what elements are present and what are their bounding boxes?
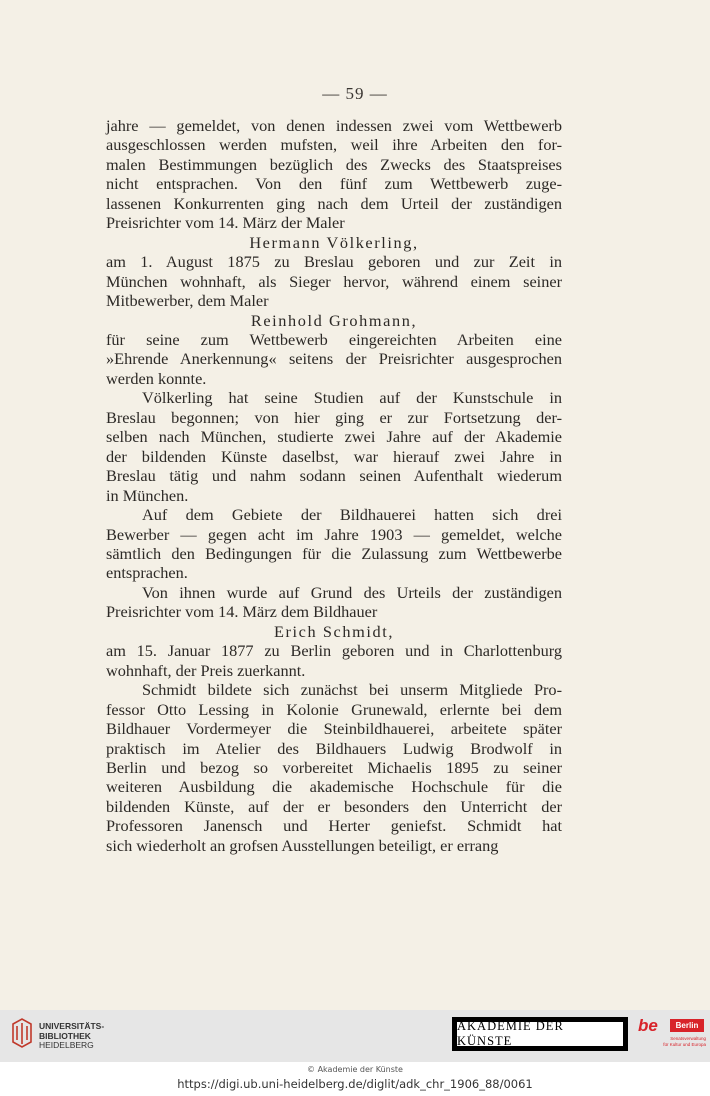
berlin-flag: Berlin [670, 1019, 704, 1032]
text-line: praktisch im Atelier des Bildhauers Ludwig Brodwolf in [106, 738, 562, 758]
berlin-subtitle [658, 1036, 706, 1047]
text-line: »Ehrende Anerkennung« seitens der Preisrichter ausgesprochen [106, 349, 562, 369]
text-line: malen Bestimmungen bezüglich des Zwecks des Staatspreises [106, 154, 562, 174]
berlin-senate-logo[interactable] [636, 1014, 706, 1058]
ub-line: HEIDELBERG [39, 1040, 94, 1050]
university-library-name[interactable] [39, 1022, 104, 1051]
text-line: sich wiederholt an grofsen Ausstellungen beteiligt, er errang [106, 835, 499, 855]
text-line: Professoren Janensch und Herter geniefst. Schmidt hat [106, 816, 562, 836]
text-line: Von ihnen wurde auf Grund des Urteils der zuständigen [142, 582, 562, 602]
text-line: München wohnhaft, als Sieger hervor, während einem seiner [106, 271, 562, 291]
text-line: werden konnte. [106, 368, 207, 388]
text-line: der bildenden Künste daselbst, war hierauf zwei Jahre in [106, 446, 562, 466]
text-line: am 1. August 1875 zu Breslau geboren und zur Zeit in [106, 252, 562, 272]
adk-label: AKADEMIE DER KÜNSTE [456, 1021, 624, 1047]
text-line: Schmidt bildete sich zunächst bei unserm Mitgliede Pro- [142, 680, 562, 700]
text-line: Breslau tätig und nahm sodann seinen Aufenthalt wiederum [106, 466, 562, 486]
text-line: fessor Otto Lessing in Kolonie Grunewald, erlernte bei dem [106, 699, 562, 719]
ub-line: UNIVERSITÄTS- [39, 1021, 105, 1031]
text-line: ausgeschlossen werden mufsten, weil ihre Arbeiten den for- [106, 135, 562, 155]
text-line: Preisrichter vom 14. März dem Bildhauer [106, 602, 378, 622]
source-url-link[interactable]: https://digi.ub.uni-heidelberg.de/diglit/adk_chr_1906_88/0061 [177, 1077, 533, 1091]
text-line: Bewerber — gegen acht im Jahre 1903 — gemeldet, welche [106, 524, 562, 544]
page-number: — 59 — [322, 84, 388, 103]
akademie-der-kuenste-logo[interactable] [452, 1017, 628, 1051]
text-line: selben nach München, studierte zwei Jahre auf der Akademie [106, 427, 562, 447]
text-line: Auf dem Gebiete der Bildhauerei hatten sich drei [142, 505, 562, 525]
name-heading-line: Hermann Völkerling, [249, 232, 419, 252]
text-line: wohnhaft, der Preis zuerkannt. [106, 660, 306, 680]
berlin-sub-line: für Kultur und Europa [663, 1041, 706, 1047]
copyright-notice: © Akademie der Künste [307, 1065, 403, 1074]
text-line: Berlin und bezog so vorbereitet Michaelis 1895 zu seiner [106, 757, 562, 777]
berlin-be-text: be [638, 1016, 658, 1035]
text-line: sämtlich den Bedingungen für die Zulassung zum Wettbewerbe [106, 543, 562, 563]
text-line: am 15. Januar 1877 zu Berlin geboren und in Charlottenburg [106, 641, 562, 661]
text-line: jahre — gemeldet, von denen indessen zwei vom Wettbewerb [106, 116, 562, 135]
body-text [106, 116, 562, 855]
text-line: in München. [106, 485, 189, 505]
text-line: Mitbewerber, dem Maler [106, 291, 269, 311]
text-line: Breslau begonnen; von hier ging er zur Fortsetzung der- [106, 407, 562, 427]
text-line: Preisrichter vom 14. März der Maler [106, 213, 345, 233]
ub-line: BIBLIOTHEK [39, 1030, 91, 1041]
name-heading-line: Erich Schmidt, [273, 621, 395, 641]
text-line: weiteren Ausbildung die akademische Hochschule für die [106, 777, 562, 797]
text-line: Bildhauer Vordermeyer die Steinbildhauerei, arbeitete später [106, 719, 562, 739]
university-library-logo-icon[interactable] [9, 1016, 35, 1054]
text-line: Völkerling hat seine Studien auf der Kunstschule in [142, 388, 562, 408]
text-line: entsprachen. [106, 563, 188, 583]
name-heading-line: Reinhold Grohmann, [250, 310, 418, 330]
berlin-sub-line: Senatsverwaltung [670, 1036, 706, 1041]
text-line: für seine zum Wettbewerb eingereichten Arbeiten eine [106, 329, 562, 349]
text-line: nicht entsprachen. Von den fünf zum Wettbewerb zuge- [106, 174, 562, 194]
text-line: bildenden Künste, auf der er besonders den Unterricht der [106, 796, 562, 816]
text-line: lassenen Konkurrenten ging nach dem Urteil der zuständigen [106, 193, 562, 213]
